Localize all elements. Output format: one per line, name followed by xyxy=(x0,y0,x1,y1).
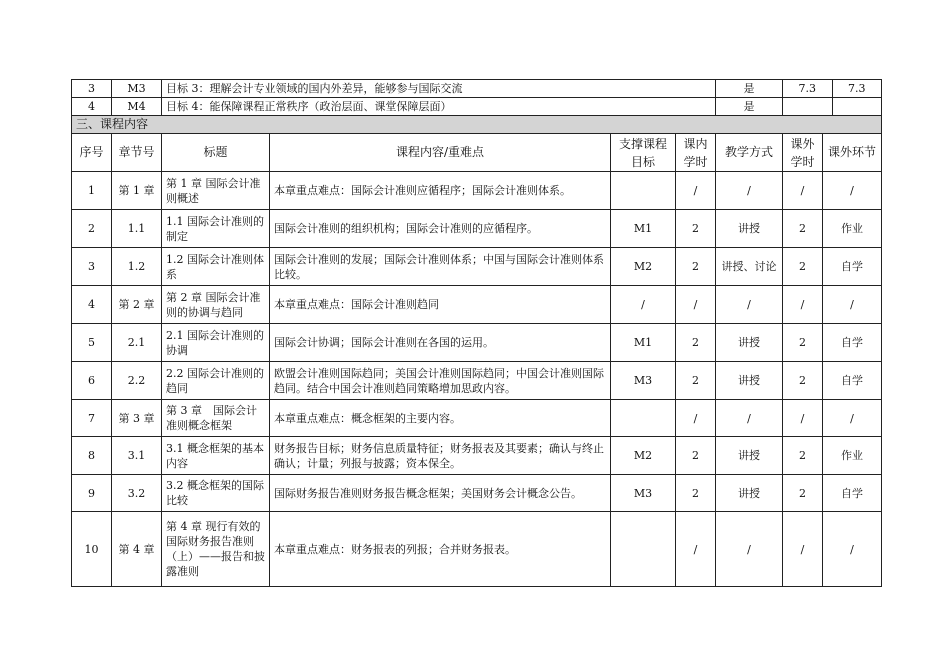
row-no: 8 xyxy=(72,437,112,475)
row-no: 5 xyxy=(72,324,112,362)
objective-value-1: 7.3 xyxy=(783,80,833,97)
row-title: 3.2 概念框架的国际比较 xyxy=(162,475,270,512)
table-row xyxy=(72,286,882,324)
row-title: 第 1 章 国际会计准则概述 xyxy=(162,172,270,210)
table-row xyxy=(72,400,882,437)
header-hours-in: 课内学时 xyxy=(676,134,716,172)
row-support xyxy=(611,172,676,210)
row-hours-in: 2 xyxy=(676,475,716,512)
row-method: / xyxy=(716,286,783,324)
row-content: 本章重点难点：国际会计准则应循程序；国际会计准则体系。 xyxy=(270,172,611,210)
row-chapter: 第 4 章 xyxy=(112,512,162,587)
row-chapter: 2.1 xyxy=(112,324,162,362)
syllabus-table xyxy=(71,79,882,587)
row-hours-out: 2 xyxy=(783,362,823,400)
course-content-rows xyxy=(72,172,882,587)
row-method: 讲授、讨论 xyxy=(716,248,783,286)
header-no: 序号 xyxy=(72,134,112,172)
row-outside: / xyxy=(823,172,882,210)
row-hours-in: 2 xyxy=(676,324,716,362)
row-support: M2 xyxy=(611,437,676,475)
course-syllabus-table xyxy=(71,79,881,587)
row-content: 财务报告目标；财务信息质量特征；财务报表及其要素；确认与终止确认；计量；列报与披露；资本保全。 xyxy=(270,437,611,475)
row-outside: 自学 xyxy=(823,362,882,400)
row-support xyxy=(611,400,676,437)
row-title: 1.1 国际会计准则的制定 xyxy=(162,210,270,248)
row-content: 国际会计协调；国际会计准则在各国的运用。 xyxy=(270,324,611,362)
row-title: 2.1 国际会计准则的协调 xyxy=(162,324,270,362)
section-title: 三、课程内容 xyxy=(72,116,882,134)
row-support xyxy=(611,512,676,587)
row-chapter: 2.2 xyxy=(112,362,162,400)
row-outside: 作业 xyxy=(823,437,882,475)
header-hours-out: 课外学时 xyxy=(783,134,823,172)
row-title: 第 4 章 现行有效的国际财务报告准则（上）——报告和披露准则 xyxy=(162,512,270,587)
row-no: 6 xyxy=(72,362,112,400)
column-header-row xyxy=(72,134,882,172)
row-no: 9 xyxy=(72,475,112,512)
row-support: M3 xyxy=(611,475,676,512)
row-support: M1 xyxy=(611,324,676,362)
table-row xyxy=(72,248,882,286)
row-method: / xyxy=(716,172,783,210)
row-no: 3 xyxy=(72,248,112,286)
objective-code: M3 xyxy=(112,80,162,98)
row-method: / xyxy=(716,512,783,587)
row-method: / xyxy=(716,400,783,437)
objective-row xyxy=(72,80,882,98)
header-outside: 课外环节 xyxy=(823,134,882,172)
objective-value-2 xyxy=(833,98,882,115)
objective-flag: 是 xyxy=(716,98,783,116)
table-row xyxy=(72,362,882,400)
objective-text: 目标 3：理解会计专业领域的国内外差异，能够参与国际交流 xyxy=(162,80,716,98)
row-hours-out: 2 xyxy=(783,475,823,512)
row-hours-out: 2 xyxy=(783,248,823,286)
row-method: 讲授 xyxy=(716,437,783,475)
row-no: 1 xyxy=(72,172,112,210)
row-hours-out: / xyxy=(783,512,823,587)
row-hours-in: 2 xyxy=(676,210,716,248)
row-hours-out: 2 xyxy=(783,324,823,362)
row-hours-out: / xyxy=(783,400,823,437)
content-table-body xyxy=(72,134,882,172)
table-row xyxy=(72,172,882,210)
row-title: 2.2 国际会计准则的趋同 xyxy=(162,362,270,400)
row-title: 3.1 概念框架的基本内容 xyxy=(162,437,270,475)
row-method: 讲授 xyxy=(716,324,783,362)
header-support: 支撑课程目标 xyxy=(611,134,676,172)
row-support: M2 xyxy=(611,248,676,286)
row-chapter: 第 1 章 xyxy=(112,172,162,210)
row-outside: / xyxy=(823,400,882,437)
row-no: 7 xyxy=(72,400,112,437)
row-outside: / xyxy=(823,286,882,324)
row-hours-out: 2 xyxy=(783,210,823,248)
row-content: 本章重点难点：财务报表的列报；合并财务报表。 xyxy=(270,512,611,587)
row-hours-out: / xyxy=(783,286,823,324)
row-chapter: 3.1 xyxy=(112,437,162,475)
table-row xyxy=(72,475,882,512)
row-outside: / xyxy=(823,512,882,587)
row-hours-in: 2 xyxy=(676,362,716,400)
objective-code: M4 xyxy=(112,98,162,116)
row-support: / xyxy=(611,286,676,324)
row-outside: 自学 xyxy=(823,324,882,362)
objective-value-1 xyxy=(783,98,833,115)
section-header-row xyxy=(72,116,882,134)
header-chapter: 章节号 xyxy=(112,134,162,172)
objective-value-2: 7.3 xyxy=(848,82,866,95)
objective-text: 目标 4：能保障课程正常秩序（政治层面、课堂保障层面） xyxy=(162,98,716,116)
row-hours-out: 2 xyxy=(783,437,823,475)
table-row xyxy=(72,512,882,587)
row-support: M1 xyxy=(611,210,676,248)
objective-no: 3 xyxy=(72,80,112,98)
row-outside: 自学 xyxy=(823,248,882,286)
row-title: 第 2 章 国际会计准则的协调与趋同 xyxy=(162,286,270,324)
row-method: 讲授 xyxy=(716,210,783,248)
row-hours-in: 2 xyxy=(676,248,716,286)
row-hours-out: / xyxy=(783,172,823,210)
row-chapter: 1.1 xyxy=(112,210,162,248)
table-row xyxy=(72,437,882,475)
row-title: 1.2 国际会计准则体系 xyxy=(162,248,270,286)
header-content: 课程内容/重难点 xyxy=(270,134,611,172)
row-content: 国际会计准则的发展；国际会计准则体系；中国与国际会计准则体系比较。 xyxy=(270,248,611,286)
row-support: M3 xyxy=(611,362,676,400)
header-method: 教学方式 xyxy=(716,134,783,172)
row-content: 本章重点难点：国际会计准则趋同 xyxy=(270,286,611,324)
row-title: 第 3 章 国际会计准则概念框架 xyxy=(162,400,270,437)
table-row xyxy=(72,210,882,248)
row-hours-in: / xyxy=(676,286,716,324)
objective-flag: 是 xyxy=(716,80,783,98)
objective-no: 4 xyxy=(72,98,112,116)
row-hours-in: 2 xyxy=(676,437,716,475)
row-chapter: 3.2 xyxy=(112,475,162,512)
table-row xyxy=(72,324,882,362)
row-chapter: 第 3 章 xyxy=(112,400,162,437)
objectives-rows xyxy=(72,80,882,134)
row-content: 欧盟会计准则国际趋同；美国会计准则国际趋同；中国会计准则国际趋同。结合中国会计准则趋同策略增加思政内容。 xyxy=(270,362,611,400)
row-content: 国际财务报告准则财务报告概念框架；美国财务会计概念公告。 xyxy=(270,475,611,512)
row-chapter: 1.2 xyxy=(112,248,162,286)
header-title: 标题 xyxy=(162,134,270,172)
row-outside: 作业 xyxy=(823,210,882,248)
row-hours-in: / xyxy=(676,512,716,587)
row-hours-in: / xyxy=(676,172,716,210)
row-no: 4 xyxy=(72,286,112,324)
row-method: 讲授 xyxy=(716,475,783,512)
row-no: 10 xyxy=(72,512,112,587)
row-hours-in: / xyxy=(676,400,716,437)
objective-row xyxy=(72,98,882,116)
row-content: 国际会计准则的组织机构；国际会计准则的应循程序。 xyxy=(270,210,611,248)
row-chapter: 第 2 章 xyxy=(112,286,162,324)
row-no: 2 xyxy=(72,210,112,248)
row-outside: 自学 xyxy=(823,475,882,512)
row-content: 本章重点难点：概念框架的主要内容。 xyxy=(270,400,611,437)
row-method: 讲授 xyxy=(716,362,783,400)
